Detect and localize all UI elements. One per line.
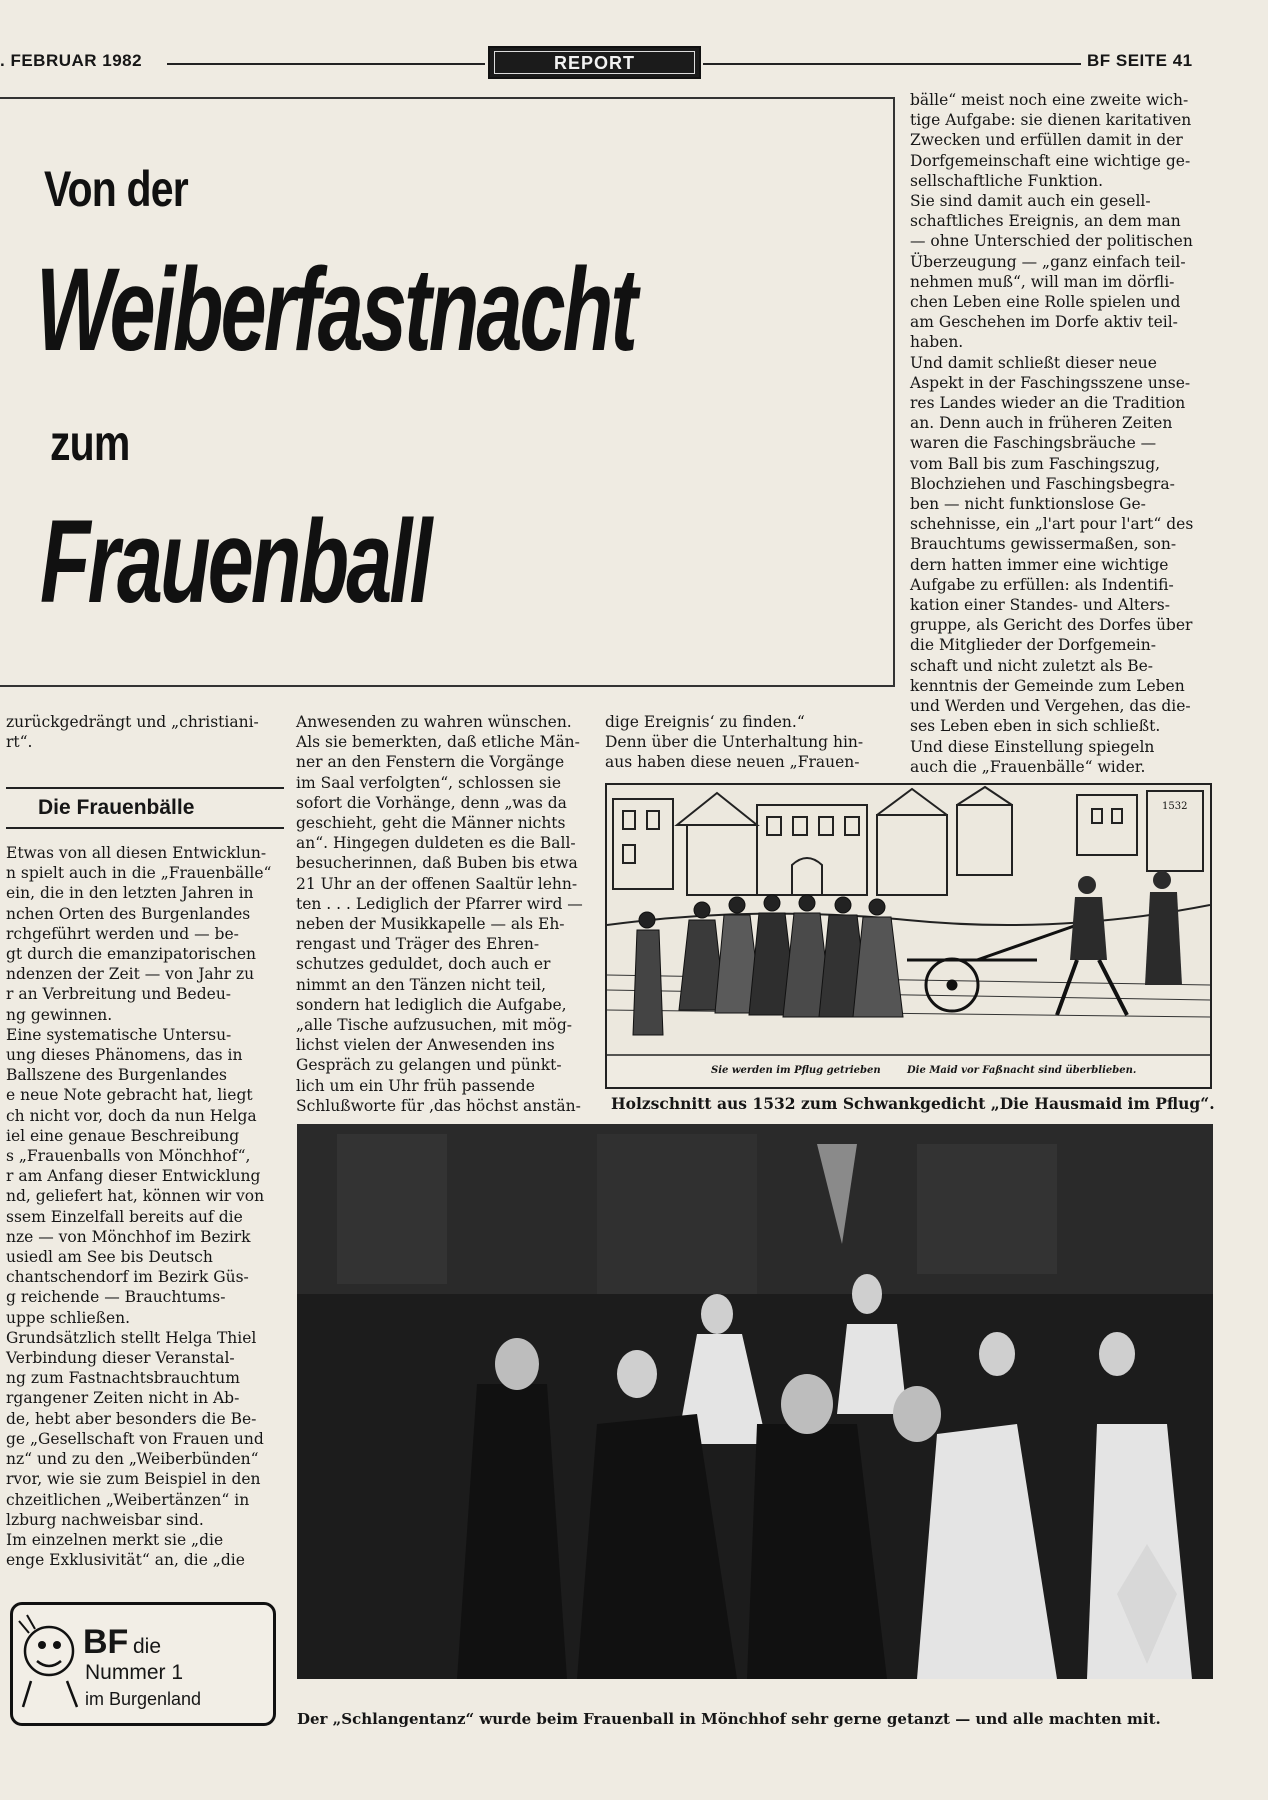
woodcut-illustration [607, 785, 1210, 1087]
woodcut-year: 1532 [1162, 801, 1188, 812]
subhead: Die Frauenbälle [38, 796, 195, 819]
ad-brand: BF [83, 1623, 129, 1661]
woodcut-caption: Holzschnitt aus 1532 zum Schwankgedicht „Die Hausmaid im Pflug“. [611, 1094, 1215, 1113]
col1-intro: zurückgedrängt und „christiani- rt“. [6, 713, 259, 752]
bf-advertisement [10, 1602, 276, 1726]
col3-text: dige Ereignis‘ zu finden.“ Denn über die Unterhaltung hin- aus haben diese neuen „Frauen- [605, 713, 864, 772]
dance-photo [297, 1124, 1213, 1679]
ad-line3: im Burgenland [85, 1689, 202, 1709]
headline-line1: Von der [44, 161, 188, 217]
photo-caption: Der „Schlangentanz“ wurde beim Frauenball in Mönchhof sehr gerne getanzt — und alle machten mit. [297, 1710, 1161, 1728]
section-label-box [488, 46, 701, 79]
headline-line3: zum [50, 415, 130, 471]
woodcut-inscription-right: Die Maid vor Faßnacht sind überblieben. [907, 1065, 1137, 1076]
page-number: BF SEITE 41 [1087, 51, 1193, 70]
ad-line1: die [133, 1635, 162, 1658]
headline-line2: Weiberfastnacht [36, 244, 636, 376]
headline-line4: Frauenball [40, 496, 430, 628]
ad-line2: Nummer 1 [85, 1661, 184, 1684]
section-label: REPORT [494, 51, 695, 74]
dance-photo-image [297, 1124, 1213, 1679]
issue-date: . FEBRUAR 1982 [0, 51, 143, 70]
subhead-rule-top [6, 787, 284, 789]
woodcut-image [605, 783, 1212, 1089]
header-rule-right [703, 63, 1081, 65]
woodcut-inscription-left: Sie werden im Pflug getrieben [711, 1065, 881, 1076]
col2-text: Anwesenden zu wahren wünschen. Als sie bemerkten, daß etliche Män- ner an den Fenstern die Vorgänge im Saal verfolgten“, schlossen sie sofort die Vorhänge, denn „was da geschieht, geht die Männer nichts an“. Hingegen duldeten es die Ball- besucherinnen, daß Buben bis etwa 21 Uhr an der offenen Saaltür lehn- ten . . . Lediglich der Pfarrer wird — neben der Musikkapelle — als Eh- rengast und Träger des Ehren- schutzes geduldet, doch auch er nimmt an den Tänzen nicht teil, sondern hat lediglich die Aufgabe, „alle Tische aufzusuchen, mit mög- lichst vielen der Anwesenden ins Gespräch zu gelangen und pünkt- lich um ein Uhr früh passende Schlußworte für ‚das höchst anstän- [296, 713, 583, 1115]
col1-text: Etwas von all diesen Entwicklun- n spielt auch in die „Frauenbälle“ ein, die in den letzten Jahren in nchen Orten des Burgenlandes rchgeführt werden und — be- gt durch die emanzipatorischen ndenzen der Zeit — von Jahr zu r an Verbreitung und Bedeu- ng gewinnen. Eine systematische Untersu- ung dieses Phänomens, das in Ballszene des Burgenlandes e neue Note gebracht hat, liegt ch nicht vor, doch da nun Helga iel eine genaue Beschreibung s „Frauenballs von Mönchhof“, r am Anfang dieser Entwicklung nd, geliefert hat, können wir von ssem Einzelfall bereits auf die nze — von Mönchhof im Bezirk usiedl am See bis Deutsch chantschendorf im Bezirk Güs- g reichende — Brauchtums- uppe schließen. Grundsätzlich stellt Helga Thiel Verbindung dieser Veranstal- ng zum Fastnachtsbrauchtum rgangener Zeiten nicht in Ab- de, hebt aber besonders die Be- ge „Gesellschaft von Frauen und nz“ und zu den „Weiberbünden“ rvor, wie sie zum Beispiel in den chzeitlichen „Weibertänzen“ in lzburg nachweisbar sind. Im einzelnen merkt sie „die enge Exklusivität“ an, die „die [6, 844, 272, 1570]
col4-text: bälle“ meist noch eine zweite wich- tige Aufgabe: sie dienen karitativen Zwecken und erfüllen damit in der Dorfgemeinschaft eine wichtige ge- sellschaftliche Funktion. Sie sind damit auch ein gesell- schaftliches Ereignis, an dem man — ohne Unterschied der politischen Überzeugung — „ganz einfach teil- nehmen muß“, will man im dörfli- chen Leben eine Rolle spielen und am Geschehen im Dorfe aktiv teil- haben. Und damit schließt dieser neue Aspekt in der Faschingsszene unse- res Landes wieder an die Tradition an. Denn auch in früheren Zeiten waren die Faschingsbräuche — vom Ball bis zum Faschingszug, Blochziehen und Faschingsbegra- ben — nicht funktionslose Ge- schehnisse, ein „l'art pour l'art“ des Brauchtums gewissermaßen, son- dern hatten immer eine wichtige Aufgabe zu erfüllen: als Indentifi- kation einer Standes- und Alters- gruppe, als Gericht des Dorfes über die Mitglieder der Dorfgemein- schaft und nicht zuletzt als Be- kenntnis der Gemeinde zum Leben und Werden und Vergehen, das die- ses Leben eben in sich schließt. Und diese Einstellung spiegeln auch die „Frauenbälle“ wider. [910, 91, 1194, 776]
mascot-icon [17, 1611, 83, 1711]
header-rule-left [167, 63, 485, 65]
subhead-rule-bottom [6, 827, 284, 829]
